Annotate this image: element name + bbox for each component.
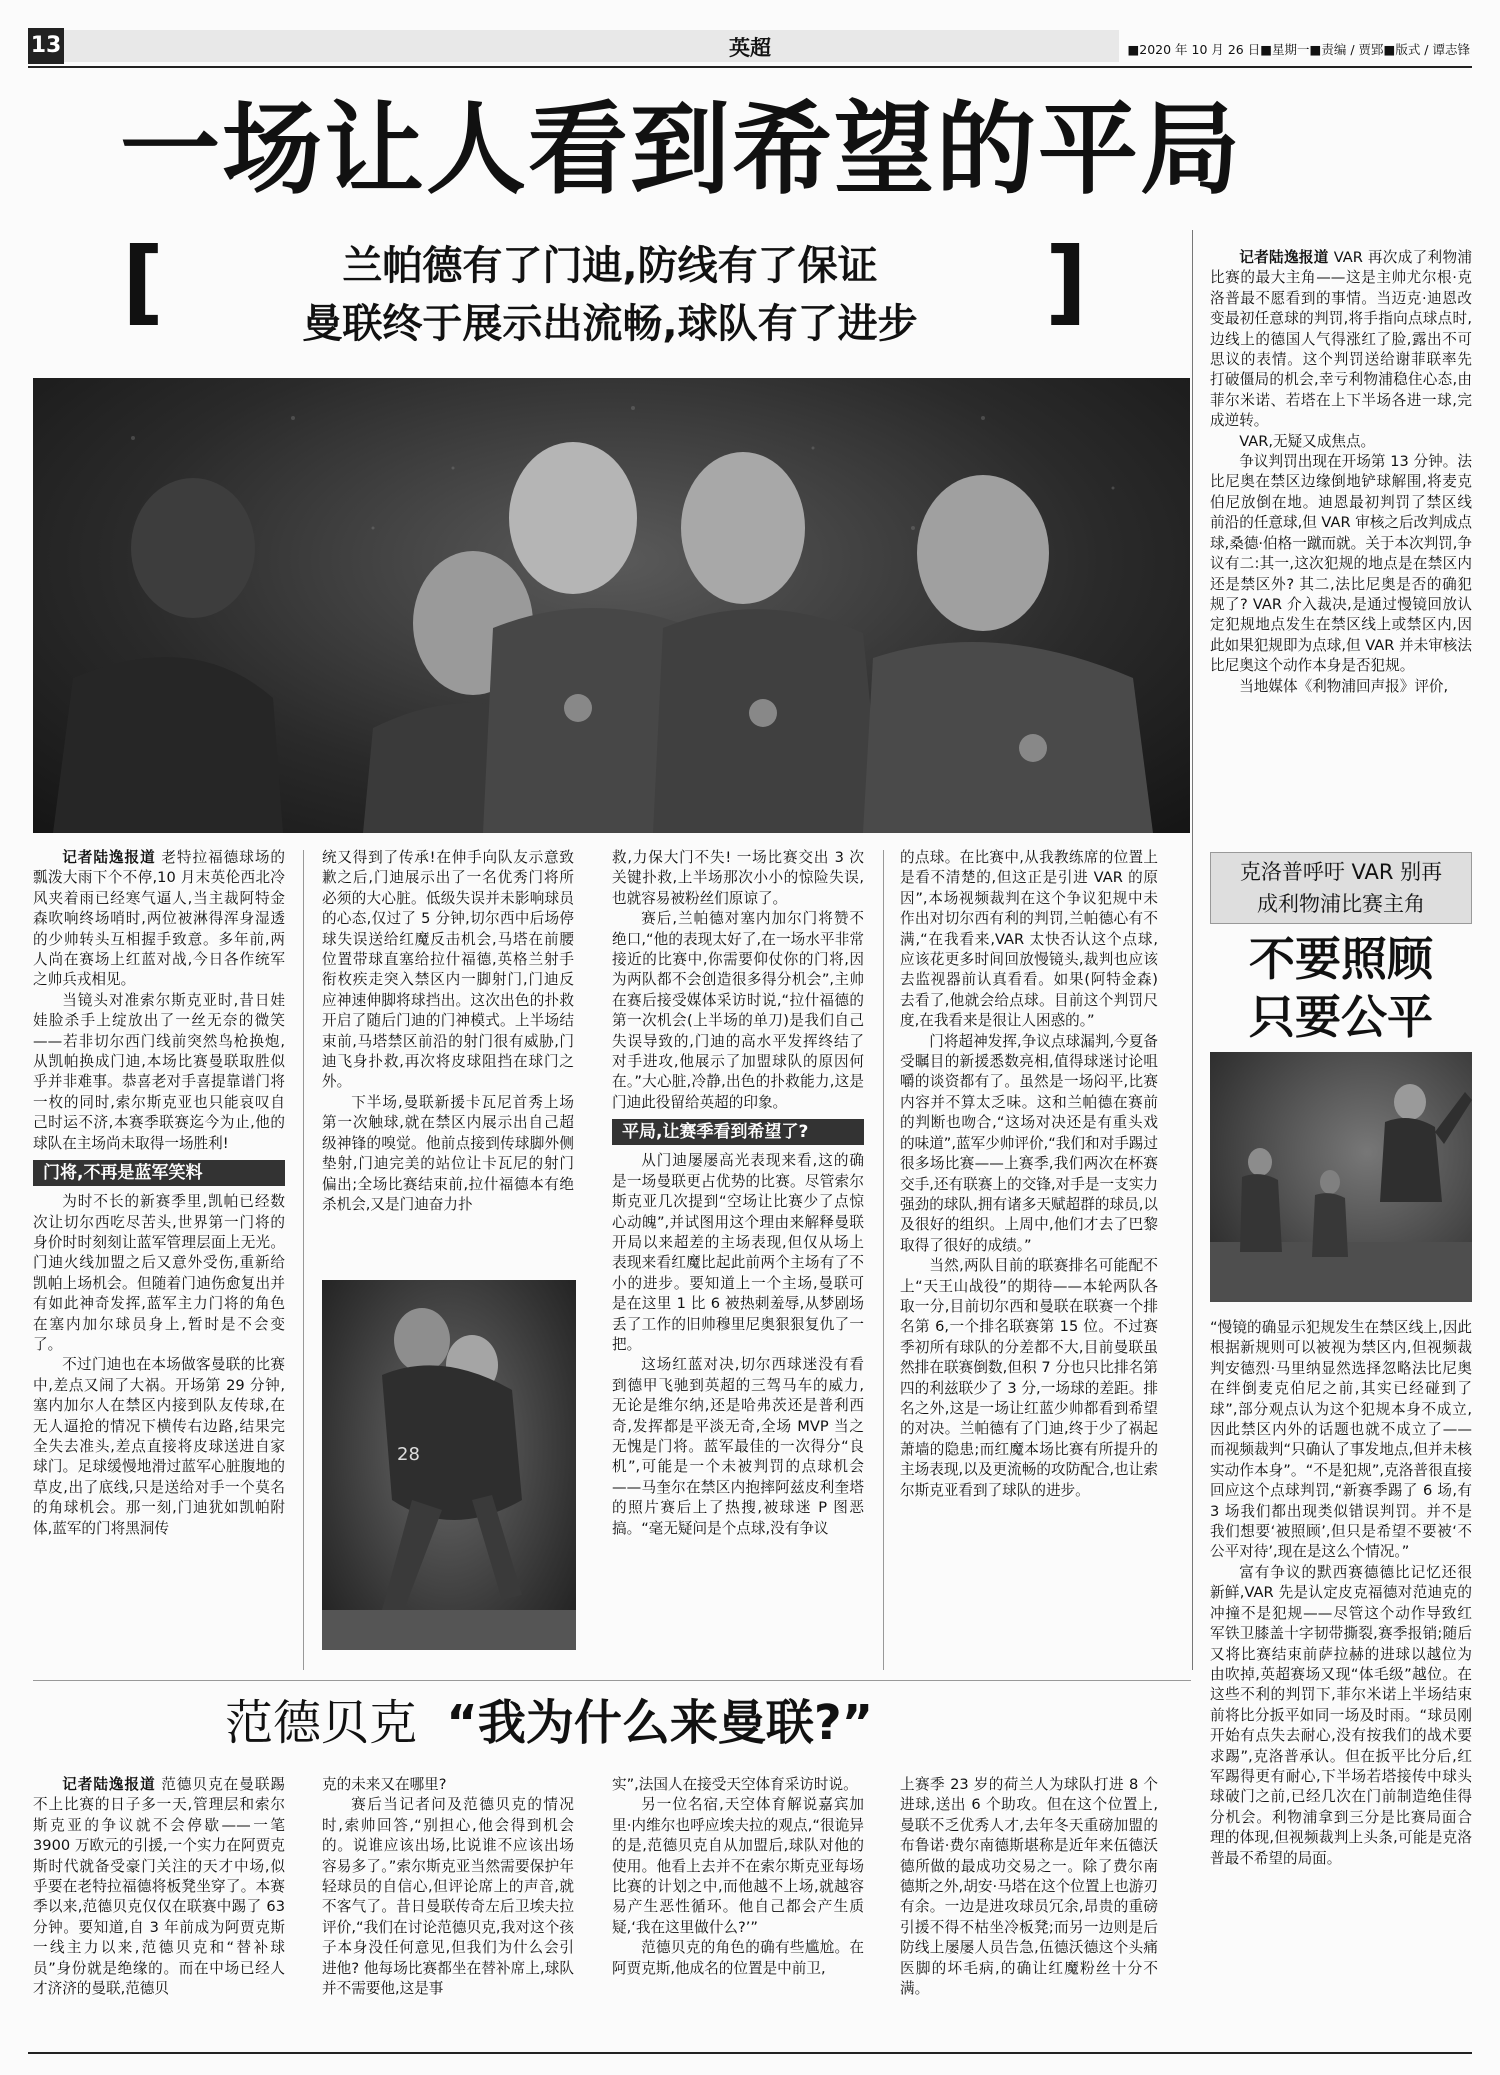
bottom-title-quote: “我为什么来曼联?” <box>446 1695 874 1751</box>
sidebar-byline: 记者陆逸报道 <box>1239 249 1329 266</box>
sidebar-divider <box>1192 230 1193 1670</box>
header-rule <box>28 66 1472 68</box>
bottom-col-2 <box>322 1775 574 1998</box>
col-divider-3 <box>883 850 884 1670</box>
main-article-col-3 <box>612 848 864 1674</box>
sidebar-headline-line-1: 不要照顾 <box>1249 932 1433 986</box>
col-divider-1 <box>303 850 304 1670</box>
page-number: 13 <box>30 33 62 58</box>
main-headline: 一场让人看到希望的平局 <box>120 91 1242 208</box>
bottom-byline: 记者陆逸报道 <box>62 1776 156 1793</box>
sidebar-p1: VAR 再次成了利物浦比赛的最大主角——这是主帅尤尔根·克洛普最不愿看到的事情。当迈克·迪恩改变最初任意球的判罚,将手指向点球点时,边线上的德国人气得涨红了脸,露出不可思议的表情。这个判罚送给谢菲联率先打破僵局的机会,幸亏利物浦稳住心态,由菲尔米诺、若塔在上下半场各进一球,完成逆转。 <box>1210 249 1472 430</box>
sidebar-p3: 争议判罚出现在开场第 13 分钟。法比尼奥在禁区边缘倒地铲球解围,将麦克伯尼放倒在地。迪恩最初判罚了禁区线前沿的任意球,但 VAR 审核之后改判成点球,桑德·伯格一蹴而就。关于本次判罚,争议有二:其一,这次犯规的地点是在禁区内还是禁区外? 其二,法比尼奥是否的确犯规了? VAR 介入裁决,是通过慢镜回放认定犯规地点发生在禁区线上或禁区内,因此如果犯规即为点球,但 VAR 并未审核法比尼奥这个动作本身是否犯规。 <box>1210 453 1473 675</box>
main-col1-p4: 不过门迪也在本场做客曼联的比赛中,差点又闹了大祸。开场第 29 分钟,塞内加尔人在禁区内接到队友传球,在无人逼抢的情况下横传右边路,结果完全失去准头,差点直接将皮球送进自家球门。足球缓慢地滑过蓝军心脏腹地的草皮,出了底线,只是送给对手一个莫名的角球机会。那一刻,门迪犹如凯帕附体,蓝军的门将黑洞传 <box>33 1356 285 1537</box>
inset-photo-figures <box>322 1280 576 1650</box>
sidebar-p4: 当地媒体《利物浦回声报》评价, <box>1239 677 1449 695</box>
sidebar-photo-figures <box>1210 1052 1472 1302</box>
subhead-line-1: 兰帕德有了门迪,防线有了保证 <box>342 243 878 289</box>
sidebar-col-bottom <box>1210 1318 1472 1918</box>
sidebar-kicker-line-1: 克洛普呼吁 VAR 别再 <box>1239 860 1443 884</box>
main-article-col-1 <box>33 848 285 1674</box>
main-col2-p2: 下半场,曼联新援卡瓦尼首秀上场第一次触球,就在禁区内展示出自己超级神锋的嗅觉。他前点接到传球脚外侧垫射,门迪完美的站位让卡瓦尼的射门偏出;全场比赛结束前,拉什福德本有绝杀机会,又是门迪奋力扑 <box>322 1093 574 1213</box>
bottom-col-1 <box>33 1775 285 1998</box>
main-photo <box>33 378 1190 833</box>
bottom-col2-p1: 克的未来又在哪里? <box>322 1776 447 1793</box>
sidebar-p5: “慢镜的确显示犯规发生在禁区线上,因此根据新规则可以被视为禁区内,但视频裁判安德烈·马里纳显然选择忽略法比尼奥在绊倒麦克伯尼之前,其实已经碰到了球”,部分观点认为这个犯规本身不成立,因此禁区内外的话题也就不成立了——而视频裁判“只确认了事发地点,但并未核实动作本身”。“不是犯规”,克洛普很直接回应这个点球判罚,“新赛季踢了 6 场,有 3 场我们都出现类似错误判罚。并不是我们想要‘被照顾’,但只是希望不要被‘不公平对待’,现在是这么个情况。” <box>1210 1319 1472 1561</box>
sidebar-p6: 富有争议的默西赛德德比记忆还很新鲜,VAR 先是认定皮克福德对范迪克的冲撞不是犯规——尽管这个动作导致红军铁卫膝盖十字韧带撕裂,赛季报销;随后又将比赛结束前萨拉赫的进球以越位为由吹掉,英超赛场又现“体毛级”越位。在这些不利的判罚下,菲尔米诺上半场结束前将比分扳平如同一场及时雨。“球员刚开始有点失去耐心,没有按我们的战术要求踢”,克洛普承认。但在扳平比分后,红军踢得更有耐心,下半场若塔接传中球头球破门之前,已经几次在门前制造绝佳得分机会。利物浦拿到三分是比赛局面合理的体现,但视频裁判上头条,可能是克洛普最不希望的局面。 <box>1210 1563 1472 1867</box>
subhead-line-2: 曼联终于展示出流畅,球队有了进步 <box>302 301 918 347</box>
bottom-title <box>225 1690 1005 1756</box>
main-col1-p3: 为时不长的新赛季里,凯帕已经数次让切尔西吃尽苦头,世界第一门将的身价时时刻刻让蓝军管理层面上无光。门迪火线加盟之后又意外受伤,重新给凯帕上场机会。但随着门迪伤愈复出并有如此神奇发挥,蓝军主力门将的角色在塞内加尔球员身上,暂时是不会变了。 <box>33 1193 285 1353</box>
main-col3-p1: 救,力保大门不失! 一场比赛交出 3 次关键扑救,上半场那次小小的惊险失误,也就容易被粉丝们原谅了。 <box>612 849 864 907</box>
main-article-col-2 <box>322 848 574 1268</box>
subhead-bracket-right: ] <box>1045 228 1088 335</box>
main-article-col-4 <box>900 848 1158 1674</box>
subtitle-goalkeeper: 门将,不再是蓝军笑料 <box>33 1160 285 1186</box>
sidebar-headline-line-2: 只要公平 <box>1249 990 1433 1044</box>
bottom-col3-p1: 实”,法国人在接受天空体育采访时说。 <box>612 1776 858 1793</box>
sidebar-col-top <box>1210 248 1472 832</box>
bottom-title-name: 范德贝克 <box>225 1695 418 1751</box>
bottom-col2-p2: 赛后当记者问及范德贝克的情况时,索帅回答,“别担心,他会得到机会的。说谁应该出场,比说谁不应该出场容易多了。”索尔斯克亚当然需要保护年轻球员的自信心,但评论席上的声音,就不客气了。昔日曼联传奇左后卫埃夫拉评价,“我们在讨论范德贝克,我对这个孩子本身没任何意见,但我们为什么会引进他? 他每场比赛都坐在替补席上,球队并不需要他,这是事 <box>322 1796 574 1998</box>
main-col4-p2: 门将超神发挥,争议点球漏判,今夏备受瞩目的新援悉数亮相,值得球迷讨论咀嚼的谈资都有了。虽然是一场闷平,比赛内容并不算太乏味。这和兰帕德在赛前的判断也吻合,“这场对决还是有重头戏的味道”,蓝军少帅评价,“我们和对手踢过很多场比赛——上赛季,我们两次在杯赛交手,还有联赛上的交锋,对手是一支实力强劲的球队,拥有诸多天赋超群的球员,以及很好的组织。上周中,他们才去了巴黎取得了很好的成绩。” <box>900 1032 1158 1254</box>
main-col3-p2: 赛后,兰帕德对塞内加尔门将赞不绝口,“他的表现太好了,在一场水平非常接近的比赛中,你需要仰仗你的门将,因为两队都不会创造很多得分机会”,主帅在赛后接受媒体采访时说,“拉什福德的第一次机会(上半场的单刀)是我们自己失误导致的,门迪的高水平发挥终结了对手进攻,他展示了加盟球队的原因何在。”大心脏,冷静,出色的扑救能力,这是门迪此役留给英超的印象。 <box>612 910 864 1111</box>
main-byline: 记者陆逸报道 <box>62 849 156 866</box>
bottom-col-4 <box>900 1775 1158 1998</box>
bottom-top-rule <box>33 1680 1191 1681</box>
main-photo-figures <box>33 378 1190 833</box>
bottom-col1-p1: 范德贝克在曼联踢不上比赛的日子多一天,管理层和索尔斯克亚的争议就不会停歇——一笔 3900 万欧元的引援,一个实力在阿贾克斯时代就备受豪门关注的天才中场,似乎要在老特拉福德将板凳坐穿了。本赛季以来,范德贝克仅仅在联赛中踢了 63 分钟。要知道,自 3 年前成为阿贾克斯一线主力以来,范德贝克和“替补球员”身份就是绝缘的。而在中场已经人才济济的曼联,范德贝 <box>33 1776 285 1998</box>
bottom-col3-p3: 范德贝克的角色的确有些尴尬。在阿贾克斯,他成名的位置是中前卫, <box>612 1939 864 1977</box>
sidebar-p2: VAR,无疑又成焦点。 <box>1239 432 1376 450</box>
header-meta: ■2020 年 10 月 26 日■星期一■责编 / 贾郢■版式 / 谭志锋 <box>1127 42 1470 57</box>
main-col3-p3: 从门迪屡屡高光表现来看,这的确是一场曼联更占优势的比赛。尽管索尔斯克亚几次提到“空场让比赛少了点惊心动魄”,并试图用这个理由来解释曼联开局以来超差的主场表现,但仅从场上表现来看红魔比起此前两个主场有了不小的进步。要知道上一个主场,曼联可是在这里 1 比 6 被热刺羞辱,从梦剧场丢了工作的旧帅穆里尼奥狠狠复仇了一把。 <box>612 1152 864 1353</box>
inset-photo <box>322 1280 576 1650</box>
main-col1-p2: 当镜头对准索尔斯克亚时,昔日娃娃脸杀手上绽放出了一丝无奈的微笑——若非切尔西门线前突然鸟枪换炮,从凯帕换成门迪,本场比赛曼联取胜似乎并非难事。恭喜老对手喜提靠谱门将一枚的同时,索尔斯克亚也只能哀叹自己时运不济,本赛季联赛迄今为止,他的球队在主场尚未取得一场胜利! <box>33 991 285 1152</box>
page-number-box <box>28 28 64 64</box>
main-col3-p4: 这场红蓝对决,切尔西球迷没有看到德甲飞驰到英超的三驾马车的威力,无论是维尔纳,还是哈弗茨还是普利西奇,发挥都是平淡无奇,全场 MVP 当之无愧是门将。蓝军最佳的一次得分“良机”,可能是一个未被判罚的点球机会——马奎尔在禁区内抱摔阿兹皮利奎塔的照片赛后上了热搜,被球迷 P 图恶搞。“毫无疑问是个点球,没有争议 <box>612 1356 864 1537</box>
bottom-col4-p1: 上赛季 23 岁的荷兰人为球队打进 8 个进球,送出 6 个助攻。但在这个位置上,曼联不乏优秀人才,去年冬天重磅加盟的布鲁诺·费尔南德斯堪称是近年来伍德沃德所做的最成功交易之一。除了费尔南德斯之外,胡安·马塔在这个位置上也游刃有余。一边是进攻球员冗余,昂贵的重磅引援不得不枯坐冷板凳;而另一边则是后防线上屡屡人员告急,伍德沃德这个头痛医脚的坏毛病,的确让红魔粉丝十分不满。 <box>900 1776 1158 1998</box>
section-label: 英超 <box>729 36 771 60</box>
bottom-col3-p2: 另一位名宿,天空体育解说嘉宾加里·内维尔也呼应埃夫拉的观点,“很诡异的是,范德贝克自从加盟后,球队对他的使用。他看上去并不在索尔斯克亚每场比赛的计划之中,而他越不上场,就越容易产生恶性循环。他自己都会产生质疑,‘我在这里做什么?’” <box>612 1796 864 1936</box>
main-col4-p1: 的点球。在比赛中,从我教练席的位置上是看不清楚的,但这正是引进 VAR 的原因”,本场视频裁判在这个争议犯规中未作出对切尔西有利的判罚,兰帕德心有不满,“在我看来,VAR 太快否认这个点球,应该花更多时间回放慢镜头,裁判也应该去监视器前认真看看。如果(阿特金森)去看了,他就会给点球。目前这个判罚尺度,在我看来是很让人困惑的。” <box>900 849 1158 1030</box>
sidebar-kicker <box>1210 852 1472 924</box>
svg-text:28: 28 <box>397 1444 420 1465</box>
sidebar-kicker-line-2: 成利物浦比赛主角 <box>1257 892 1425 916</box>
subtitle-draw-hope: 平局,让赛季看到希望了? <box>612 1119 864 1145</box>
main-col4-p3: 当然,两队目前的联赛排名可能配不上“天王山战役”的期待——本轮两队各取一分,目前切尔西和曼联在联赛一个排名第 6,一个排名联赛第 15 位。不过赛季初所有球队的分差都不大,目前曼联虽然排在联赛倒数,但积 7 分也只比排名第四的利兹联少了 3 分,一场球的差距。排名之外,这是一场让红蓝少帅都看到希望的对决。兰帕德有了门迪,终于少了祸起萧墙的隐患;而红魔本场比赛有所提升的主场表现,以及更流畅的攻防配合,也让索尔斯克亚看到了球队的进步。 <box>900 1257 1158 1499</box>
bottom-col-3 <box>612 1775 864 1977</box>
main-col2-p1: 统又得到了传承!在伸手向队友示意致歉之后,门迪展示出了一名优秀门将所必须的大心脏。低级失误并未影响球员的心态,仅过了 5 分钟,切尔西中后场停球失误送给红魔反击机会,马塔在前腰位置带球直塞给拉什福德,英格兰射手衔枚疾走突入禁区内一脚射门,门迪反应神速伸脚将球挡出。这次出色的扑救开启了随后门迪的门神模式。上半场结束前,马塔禁区前沿的射门很有威胁,门迪飞身扑救,再次将皮球阻挡在球门之外。 <box>322 849 574 1091</box>
subhead-bracket-left: [ <box>122 228 165 335</box>
page-bottom-rule <box>28 2052 1472 2054</box>
sidebar-photo <box>1210 1052 1472 1302</box>
main-col1-p1: 老特拉福德球场的瓢泼大雨下个不停,10 月末英伦西北冷风夹着雨已经寒气逼人,当主裁阿特金森吹响终场哨时,两位被淋得浑身湿透的少帅转头互相握手致意。多年前,两人尚在赛场上红蓝对战,今日各作统军之帅兵戎相见。 <box>33 849 285 989</box>
sidebar-headline <box>1210 930 1472 1046</box>
header-bar <box>64 30 1119 62</box>
